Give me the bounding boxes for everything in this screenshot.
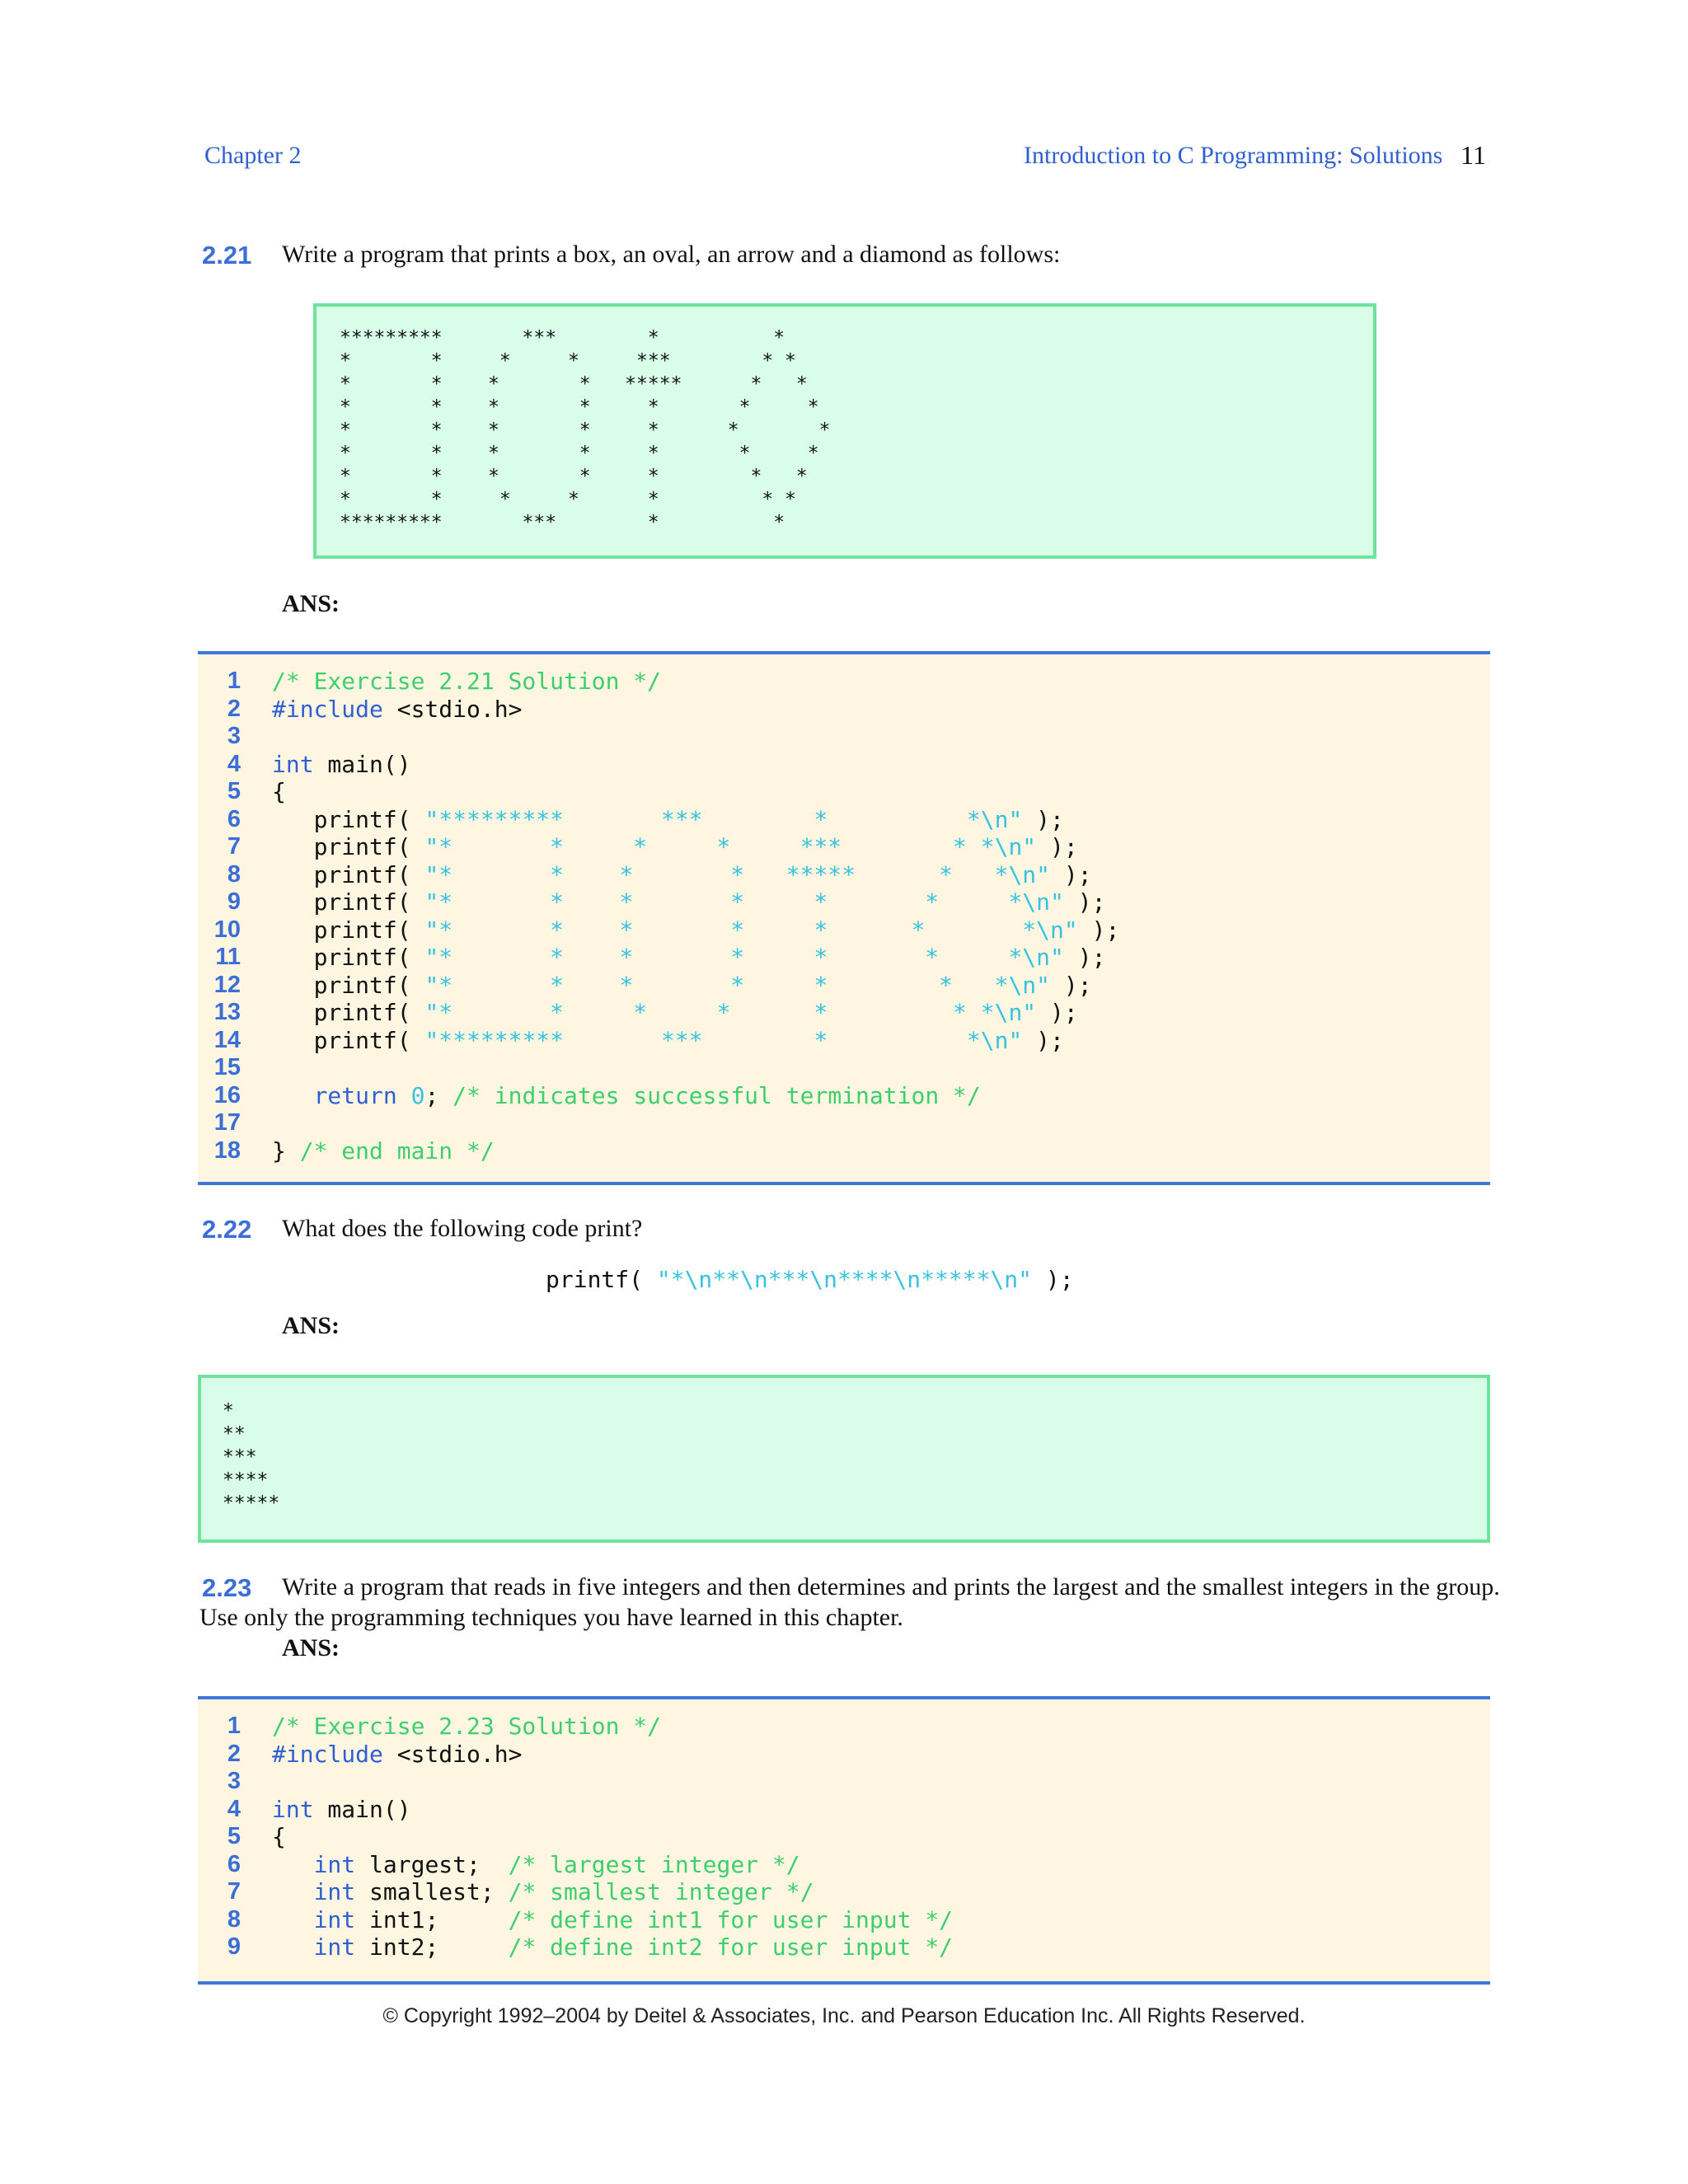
code-comment: /* Exercise 2.23 Solution */	[272, 1713, 662, 1740]
line-number: 7	[227, 1878, 241, 1905]
code-line	[272, 1741, 522, 1769]
code-line	[272, 999, 1078, 1027]
code-line	[272, 1027, 1064, 1055]
code-line	[272, 751, 411, 779]
code-text: );	[1063, 944, 1106, 971]
code-comment: /* Exercise 2.21 Solution */	[272, 668, 662, 695]
line-number: 3	[227, 723, 241, 749]
code-comment: /* indicates successful termination */	[452, 1081, 981, 1109]
code-comment: /* define int2 for user input */	[508, 1933, 954, 1961]
code-keyword: #include	[272, 1740, 383, 1768]
code-keyword: int	[313, 1905, 356, 1933]
line-number: 1	[227, 668, 241, 694]
code-text: ;	[424, 1081, 453, 1109]
code-line	[272, 888, 1105, 916]
code-line	[272, 1823, 286, 1851]
ans-label-2-22: ANS:	[282, 1312, 340, 1339]
code-string: "* * * * * * *\n"	[424, 888, 1064, 916]
code-text	[272, 1082, 314, 1109]
running-title: Introduction to C Programming: Solutions	[1024, 142, 1443, 169]
exercise-2-23-question-line2: Use only the programming techniques you have learned in this chapter.	[199, 1604, 903, 1631]
code-comment: /* end main */	[299, 1137, 495, 1165]
exercise-number-2-21: 2.21	[202, 241, 252, 269]
code-text: printf(	[272, 999, 425, 1026]
code-text: printf(	[272, 1026, 425, 1054]
code-text: smallest;	[355, 1878, 509, 1905]
line-number: 8	[227, 1905, 241, 1933]
code-line	[272, 861, 1092, 889]
code-text	[272, 1933, 314, 1961]
code-text: );	[1036, 833, 1078, 860]
code-text: int1;	[355, 1905, 509, 1933]
code-line	[272, 1137, 495, 1165]
line-number: 17	[213, 1109, 241, 1136]
line-number: 4	[227, 750, 241, 777]
line-number: 9	[227, 888, 241, 915]
line-number: 9	[227, 1933, 241, 1960]
code-string: 0	[410, 1081, 425, 1109]
code-listing-2-21	[198, 651, 1490, 1185]
code-text: );	[1050, 860, 1092, 888]
code-line	[272, 1851, 800, 1879]
line-number: 5	[227, 1823, 241, 1849]
line-number: 12	[213, 971, 241, 998]
code-string: "* * * * * * *\n"	[424, 999, 1037, 1026]
code-text: );	[1063, 888, 1106, 916]
triangle-output-box	[198, 1375, 1490, 1543]
shapes-output: ********* *** * * * * * * *** * * * * * * ***** * * * * * * * * * * * * * * * * * * * * * * * * * * * * * * * * * * * * * ********* *** * *	[340, 327, 831, 533]
code-text	[272, 1851, 314, 1878]
exercise-2-22-question: What does the following code print?	[282, 1215, 643, 1242]
code-line	[272, 1933, 953, 1961]
line-number: 6	[227, 805, 241, 832]
code-line	[272, 668, 661, 696]
code-text: <stdio.h>	[382, 1740, 523, 1768]
code-text: );	[1050, 971, 1092, 999]
line-number: 4	[227, 1795, 241, 1822]
code-line	[272, 916, 1119, 944]
code-text	[397, 1082, 411, 1109]
code-text: printf(	[272, 833, 425, 860]
exercise-number-2-23: 2.23	[202, 1573, 252, 1602]
line-number: 18	[213, 1137, 241, 1164]
code-text: printf(	[272, 888, 425, 916]
code-line	[272, 833, 1078, 861]
line-number: 11	[215, 944, 241, 970]
code-text: {	[272, 1823, 286, 1850]
code-line	[272, 1878, 814, 1906]
line-number: 3	[227, 1768, 241, 1794]
code-keyword: #include	[272, 695, 383, 723]
code-string: "* * * * ***** * *\n"	[424, 860, 1051, 888]
code-string: "* * * * * * *\n"	[424, 916, 1078, 944]
line-number: 2	[227, 695, 241, 722]
code-string: "* * * * * * *\n"	[424, 944, 1064, 971]
code-text: {	[272, 778, 286, 805]
code-text: <stdio.h>	[382, 695, 523, 723]
code-line	[272, 778, 286, 806]
chapter-label: Chapter 2	[204, 142, 302, 169]
line-number: 8	[227, 860, 241, 888]
code-line	[272, 1906, 953, 1934]
printf-snippet	[546, 1266, 1074, 1294]
code-text	[272, 1906, 314, 1933]
code-text: );	[1077, 916, 1120, 944]
code-line	[272, 696, 522, 724]
code-line	[272, 1082, 981, 1110]
code-comment: /* largest integer */	[508, 1850, 800, 1878]
code-keyword: int	[313, 1878, 356, 1905]
code-text: largest;	[355, 1850, 509, 1878]
line-number: 6	[227, 1850, 241, 1877]
code-text: );	[1032, 1266, 1074, 1293]
line-number: 15	[213, 1054, 241, 1080]
line-number: 7	[227, 833, 241, 860]
code-line	[272, 944, 1105, 972]
code-text: printf(	[546, 1266, 657, 1293]
code-text: );	[1022, 1026, 1064, 1054]
code-string: "*\n**\n***\n****\n*****\n"	[656, 1266, 1033, 1293]
code-string: "********* *** * *\n"	[424, 805, 1023, 833]
line-number: 13	[213, 999, 241, 1025]
code-text: int2;	[355, 1933, 509, 1961]
code-string: "********* *** * *\n"	[424, 1026, 1023, 1054]
code-string: "* * * * * * *\n"	[424, 971, 1051, 999]
code-text: main()	[313, 750, 411, 778]
code-text: }	[272, 1137, 300, 1165]
ans-label-2-23: ANS:	[282, 1634, 340, 1661]
line-number: 10	[213, 916, 241, 943]
code-text: main()	[313, 1795, 411, 1823]
exercise-2-23-question-line1: Write a program that reads in five integers and then determines and prints the largest and the smallest integers in the group.	[282, 1573, 1500, 1601]
code-listing-2-23	[198, 1696, 1490, 1985]
code-comment: /* define int1 for user input */	[508, 1905, 954, 1933]
code-line	[272, 972, 1092, 1000]
exercise-2-21-question: Write a program that prints a box, an oval, an arrow and a diamond as follows:	[282, 241, 1061, 268]
page-number: 11	[1461, 140, 1486, 170]
code-text: printf(	[272, 944, 425, 971]
code-text: printf(	[272, 805, 425, 833]
triangle-output: * ** *** **** *****	[223, 1400, 280, 1514]
code-line	[272, 1713, 661, 1741]
code-keyword: return	[313, 1081, 397, 1109]
code-text: printf(	[272, 971, 425, 999]
ans-label-2-21: ANS:	[282, 590, 340, 617]
shapes-output-box	[313, 303, 1376, 559]
line-number: 1	[227, 1713, 241, 1739]
copyright-footer: © Copyright 1992–2004 by Deitel & Associates, Inc. and Pearson Education Inc. All Rights Reserved.	[382, 2004, 1306, 2027]
code-text: );	[1022, 805, 1064, 833]
code-keyword: int	[313, 1850, 356, 1878]
exercise-number-2-22: 2.22	[202, 1215, 252, 1244]
line-number: 2	[227, 1740, 241, 1767]
code-keyword: int	[313, 1933, 356, 1961]
code-text: printf(	[272, 860, 425, 888]
line-number: 14	[213, 1026, 241, 1053]
code-text	[272, 1878, 314, 1905]
code-string: "* * * * *** * *\n"	[424, 833, 1037, 860]
code-text: printf(	[272, 916, 425, 944]
code-line	[272, 806, 1064, 834]
line-number: 5	[227, 778, 241, 804]
code-keyword: int	[272, 750, 314, 778]
line-number: 16	[213, 1081, 241, 1108]
code-comment: /* smallest integer */	[508, 1878, 814, 1905]
code-text: );	[1036, 999, 1078, 1026]
code-line	[272, 1796, 411, 1824]
code-keyword: int	[272, 1795, 314, 1823]
